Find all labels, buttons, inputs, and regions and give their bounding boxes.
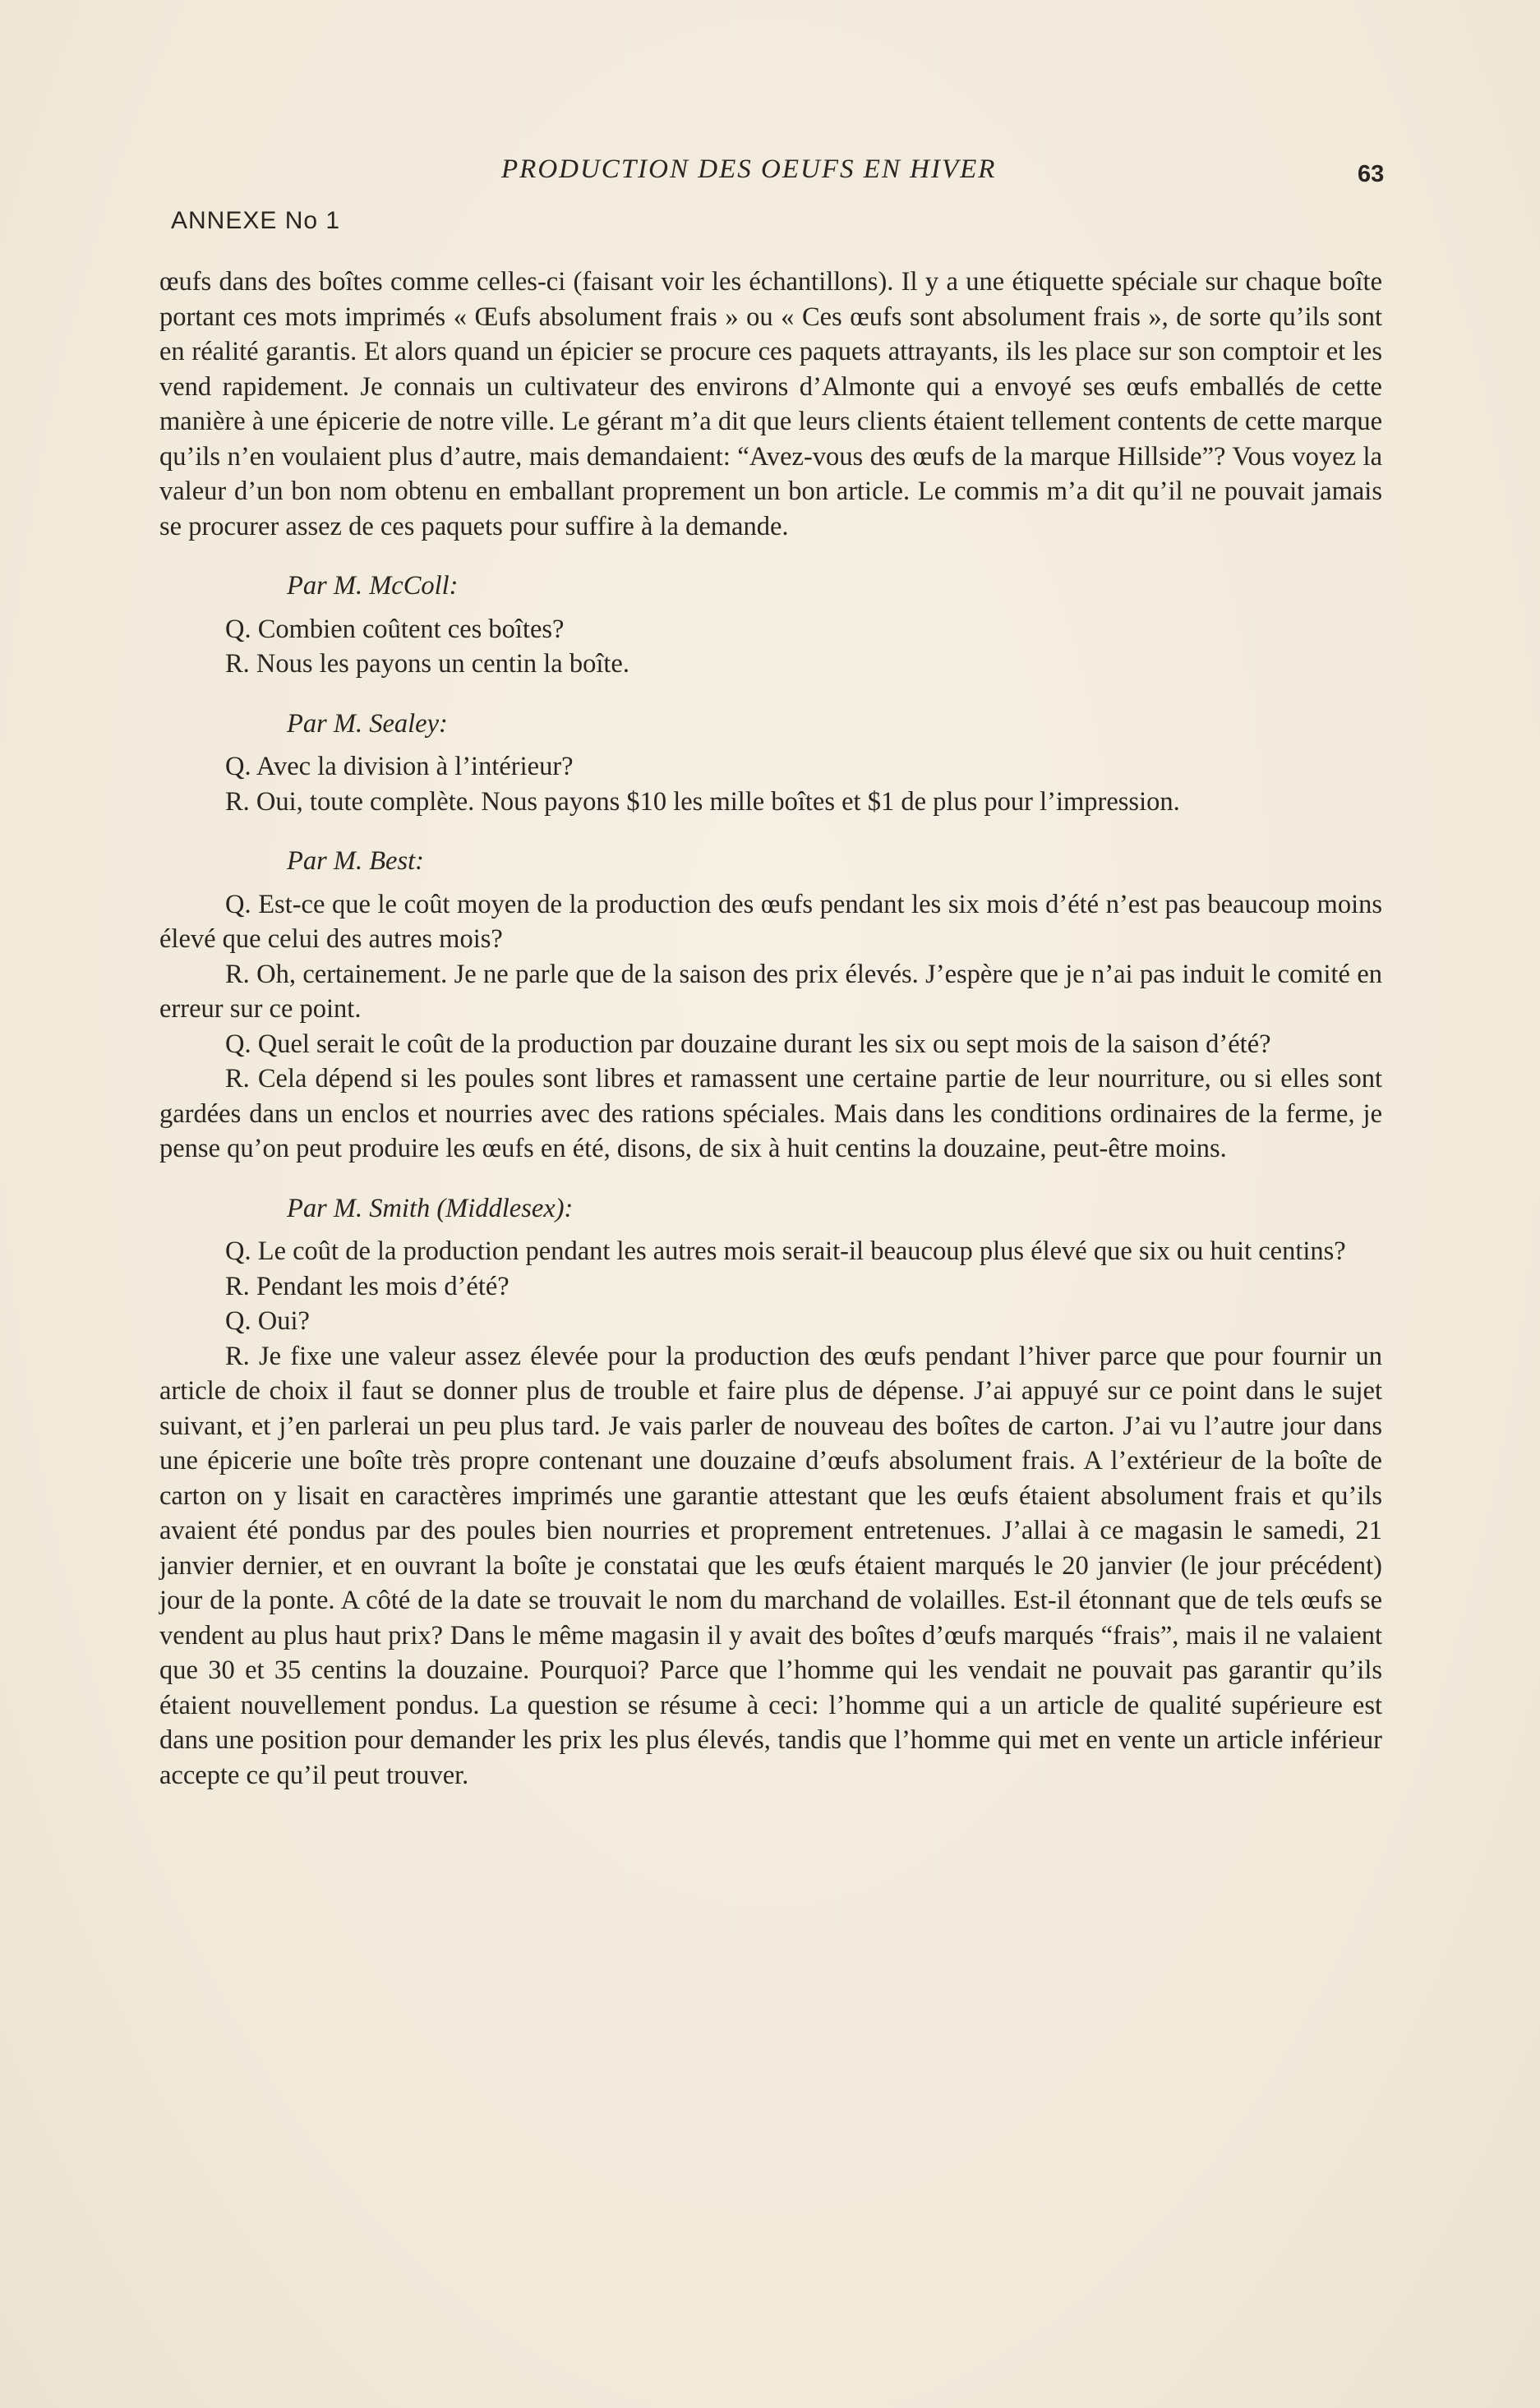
qa-line: Q. Quel serait le coût de la production par douzaine durant les six ou sept mois de la saison d’été?	[225, 1029, 1271, 1059]
body-text	[159, 265, 1382, 1793]
qa-line: Q. Combien coûtent ces boîtes?	[225, 614, 565, 644]
qa-line: R. Nous les payons un centin la boîte.	[225, 649, 629, 679]
speaker-heading: Par M. Smith (Middlesex):	[287, 1193, 574, 1223]
speaker-heading: Par M. Sealey:	[287, 708, 448, 739]
speaker-heading: Par M. McColl:	[287, 571, 459, 601]
qa-line: Q. Avec la division à l’intérieur?	[225, 752, 574, 781]
qa-line: R. Oh, certainement. Je ne parle que de la saison des prix élevés. J’espère que je n’ai pas induit le comité en erreur sur ce point.	[159, 959, 1382, 1024]
qa-line: R. Pendant les mois d’été?	[225, 1271, 509, 1301]
qa-line: R. Je fixe une valeur assez élevée pour la production des œufs pendant l’hiver parce que pour fournir un article de choix il faut se donner plus de trouble et faire plus de dépense. J’ai appuyé sur ce point dans le sujet suivant, et j’en parlerai un peu plus tard. Je vais parler de nouveau des boîtes de carton. J’ai vu l’autre jour dans une épicerie une boîte très propre contenant une douzaine d’œufs absolument frais. A l’extérieur de la boîte de carton on y lisait en caractères imprimés une garantie attestant que les œufs étaient absolument frais et qu’ils avaient été pondus par des poules bien nourries et proprement entretenues. J’allai à ce magasin le samedi, 21 janvier dernier, et en ouvrant la boîte je constatai que les œufs étaient marqués le 20 janvier (le jour précédent) jour de la ponte. A côté de la date se trouvait le nom du marchand de volailles. Est-il étonnant que de tels œufs se vendent au plus haut prix? Dans le même magasin il y avait des boîtes d’œufs marqués “frais”, mais il ne valaient que 30 et 35 centins la douzaine. Pourquoi? Parce que l’homme qui les vendait ne pouvait pas garantir qu’ils étaient nouvellement pondus. La question se résume à ceci: l’homme qui a un article de qualité supérieure est dans une position pour demander les prix les plus élevés, tandis que l’homme qui met en vente un article inférieur accepte ce qu’il peut trouver.	[159, 1341, 1382, 1790]
qa-line: Q. Est-ce que le coût moyen de la production des œufs pendant les six mois d’été n’est pas beaucoup moins élevé que celui des autres mois?	[159, 889, 1382, 954]
running-title: PRODUCTION DES OEUFS EN HIVER	[501, 154, 997, 184]
annex-label: ANNEXE No 1	[171, 207, 341, 234]
qa-line: Q. Le coût de la production pendant les autres mois serait-il beaucoup plus élevé que six ou huit centins?	[225, 1236, 1346, 1266]
speaker-heading: Par M. Best:	[287, 846, 424, 876]
page-number: 63	[1358, 161, 1385, 187]
intro-paragraph: œufs dans des boîtes comme celles-ci (faisant voir les échantillons). Il y a une étiquette spéciale sur chaque boîte portant ces mots imprimés « Œufs absolument frais » ou « Ces œufs sont absolument frais », de sorte qu’ils sont en réalité garantis. Et alors quand un épicier se procure ces paquets attrayants, ils les place sur son comptoir et les vend rapidement. Je connais un cultivateur des environs d’Almonte qui a envoyé ses œufs emballés de cette manière à une épicerie de notre ville. Le gérant m’a dit que leurs clients étaient tellement contents de cette marque qu’ils n’en voulaient plus d’autre, mais demandaient: “Avez-vous des œufs de la marque Hillside”? Vous voyez la valeur d’un bon nom obtenu en emballant proprement un bon article. Le commis m’a dit qu’il ne pouvait jamais se procurer assez de ces paquets pour suffire à la demande.	[159, 267, 1382, 541]
qa-line: R. Oui, toute complète. Nous payons $10 les mille boîtes et $1 de plus pour l’impression.	[225, 786, 1180, 817]
qa-line: R. Cela dépend si les poules sont libres et ramassent une certaine partie de leur nourriture, ou si elles sont gardées dans un enclos et nourries avec des rations spéciales. Mais dans les conditions ordinaires de la ferme, je pense qu’on peut produire les œufs en été, disons, de six à huit centins la douzaine, peut-être moins.	[159, 1064, 1382, 1163]
qa-line: Q. Oui?	[225, 1306, 310, 1336]
